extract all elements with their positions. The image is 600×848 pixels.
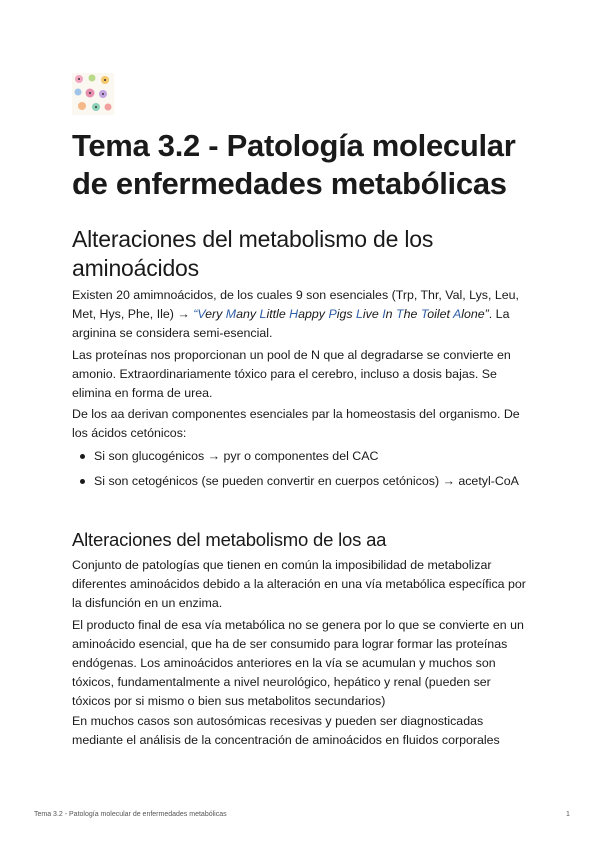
page-icon xyxy=(72,73,114,115)
ketoacid-list xyxy=(72,447,532,497)
mnemonic-capital: L xyxy=(356,307,363,321)
section-heading-aminoacidos: Alteraciones del metabolismo de los aminoácidos xyxy=(72,226,434,281)
page-number: 1 xyxy=(566,811,570,818)
mnemonic-capital: P xyxy=(328,307,337,321)
mnemonic-rest: he xyxy=(403,307,421,321)
mnemonic-rest: igs xyxy=(336,307,356,321)
paragraph-nitrogen-pool: Las proteínas nos proporcionan un pool de N que al degradarse se convierte en amonio. Extraordinariamente tóxico para el cerebro, incluso a dosis bajas. Se elimina en forma de urea. xyxy=(72,348,511,400)
mnemonic-rest: ittle xyxy=(266,307,290,321)
mnemonic-capital: I xyxy=(382,307,386,321)
mnemonic-capital: A xyxy=(452,307,462,321)
subsection-heading-aa: Alteraciones del metabolismo de los aa xyxy=(72,529,387,550)
mnemonic-rest: appy xyxy=(298,307,329,321)
footer-title: Tema 3.2 - Patología molecular de enfermedades metabólicas xyxy=(34,811,227,818)
mnemonic-capital: T xyxy=(420,307,428,321)
list-item: Si son glucogénicos → pyr o componentes del CAC xyxy=(72,447,532,466)
list-item: Si son cetogénicos (se pueden convertir en cuerpos cetónicos) → acetyl-CoA xyxy=(72,472,532,491)
mnemonic-capital: L xyxy=(259,307,267,321)
paragraph-final-product: El producto final de esa vía metabólica no se genera por lo que se convierte en un aminoácido esencial, que ha de ser consumido para lograr formar las proteínas endógenas. Los aminoácidos anteriores en la vía se acumulan y muchos son tóxicos, fundamentalmente a nivel neurológico, hepático y renal (pueden ser tóxicos por si mismo o bien sus metabolitos secundarios) xyxy=(72,618,524,708)
paragraph-essential-aa-tail: . La arginina se considera semi-esencial. xyxy=(72,307,510,340)
mnemonic-capital: “V xyxy=(193,307,206,321)
mnemonic-capital: T xyxy=(396,307,404,321)
mnemonic-capital: H xyxy=(289,307,299,321)
mnemonic-capital: M xyxy=(225,307,237,321)
mnemonic-rest: lone” xyxy=(461,307,489,321)
paragraph-pathologies: Conjunto de patologías que tienen en común la imposibilidad de metabolizar diferentes aminoácidos debido a la alteración en una vía metabólica específica por la disfunción en un enzima. xyxy=(72,558,526,610)
mnemonic-rest: n xyxy=(385,307,396,321)
mnemonic-rest: ive xyxy=(362,307,383,321)
mnemonic-rest: oilet xyxy=(427,307,453,321)
mnemonic-rest: any xyxy=(236,307,260,321)
mnemonic-text xyxy=(193,307,489,321)
paragraph-essential-aa-text: Existen 20 amimnoácidos, de los cuales 9 son esenciales (Trp, Thr, Val, Lys, Leu, Met, Hys, Phe, Ile) → xyxy=(72,288,519,321)
paragraph-diagnosis: En muchos casos son autosómicas recesivas y pueden ser diagnosticadas mediante el análisis de la concentración de aminoácidos en fluidos corporales xyxy=(72,714,500,747)
paragraph-essential-aa xyxy=(72,286,532,343)
paragraph-homeostasis: De los aa derivan componentes esenciales par la homeostasis del organismo. De los ácidos cetónicos: xyxy=(72,407,520,440)
page-title: Tema 3.2 - Patología molecular de enfermedades metabólicas xyxy=(72,128,516,201)
mnemonic-rest: ery xyxy=(205,307,226,321)
